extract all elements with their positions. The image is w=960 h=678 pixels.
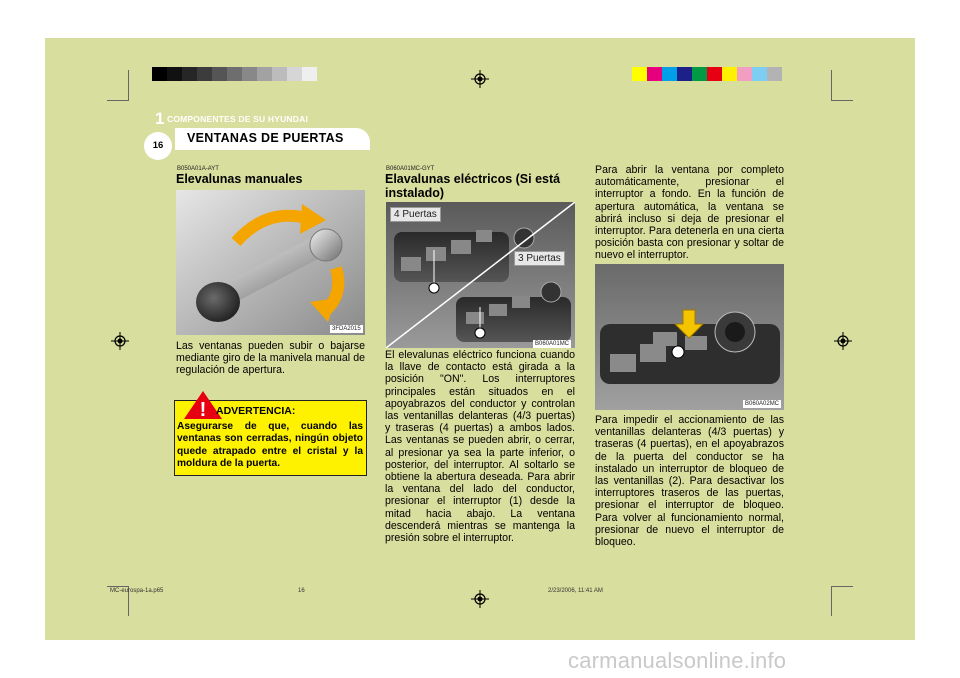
grayscale-calibration-bar <box>152 67 317 81</box>
warning-text: Asegurarse de que, cuando las ventanas son cerradas, ningún objeto quede atrapado entre el cristal y la moldura de la puerta. <box>177 421 363 469</box>
footer-page: 16 <box>298 588 305 594</box>
color-calibration-bar <box>632 67 782 81</box>
crop-mark <box>128 70 129 100</box>
registration-mark-icon <box>834 332 852 350</box>
section-code: B050A01A-AYT <box>177 166 219 172</box>
image-code: 3FDA2015 <box>332 326 361 332</box>
crop-mark <box>107 586 129 587</box>
crop-mark <box>831 70 832 100</box>
footer-timestamp: 2/23/2006, 11:41 AM <box>548 588 603 594</box>
three-door-label: 3 Puertas <box>514 251 565 266</box>
chapter-number: 1 <box>155 109 165 128</box>
page-number: 16 <box>152 140 164 151</box>
auto-down-text: Para abrir la ventana por completo automáticamente, presionar el interruptor a fondo. En la función de apertura automática, la ventana se abrirá incluso si deja de presionar el interruptor. Para detenerla en una cierta posición basta con presionar y soltar de nuevo el interruptor. <box>595 164 784 262</box>
warning-title: ADVERTENCIA: <box>216 405 296 417</box>
window-lock-switch-photo <box>595 264 784 410</box>
crop-mark <box>831 586 832 616</box>
four-door-label: 4 Puertas <box>390 207 441 222</box>
section-title: VENTANAS DE PUERTAS <box>187 131 344 145</box>
section-code: B060A01MC-GYT <box>386 166 435 172</box>
crop-mark <box>831 100 853 101</box>
image-code: B060A01MC <box>535 341 570 347</box>
window-crank-illustration <box>176 190 365 335</box>
svg-text:!: ! <box>199 399 207 420</box>
section-heading: Elevalunas manuales <box>176 172 303 186</box>
watermark: carmanualsonline.info <box>568 648 787 673</box>
crop-mark <box>107 100 129 101</box>
manual-crank-text: Las ventanas pueden subir o bajarse mediante giro de la manivela manual de regulación de apertura. <box>176 340 365 377</box>
crop-mark <box>831 586 853 587</box>
registration-mark-icon <box>111 332 129 350</box>
registration-mark-icon <box>471 590 489 608</box>
registration-mark-icon <box>471 70 489 88</box>
window-lock-text: Para impedir el accionamiento de las ventanillas delanteras (4/3 puertas) y traseras (4 puertas), en el apoyabrazos de la puerta del conductor se ha instalado un interruptor de bloqueo de las ventanillas (2). Para desactivar los interruptores traseros de las puertas, presionar el interruptor de bloqueo. Para volver al funcionamiento normal, presionar de nuevo el interruptor de bloqueo. <box>595 414 784 549</box>
chapter-title: COMPONENTES DE SU HYUNDAI <box>167 114 309 124</box>
power-window-switch-photo <box>386 202 575 348</box>
power-window-text: El elevalunas eléctrico funciona cuando la llave de contacto está girada a la posición "ON". Los interruptores principales están situados en el apoyabrazos del conductor y controlan las ventanillas delanteras (4/3 puertas) y traseras (4 puertas) a ambos lados. Las ventanas se pueden abrir, o cerrar, al presionar ya sea la parte inferior, o posterior, del interruptor. Al soltarlo se obtiene la abertura deseada. Para abrir la ventana del lado del conductor, presionar el interruptor (1) desde la mitad hacia abajo. La ventana descenderá mientras se mantenga la presión sobre el interruptor. <box>385 349 575 545</box>
footer-filename: MC-eurospa-1a.p65 <box>110 588 164 594</box>
section-heading: Elavalunas eléctricos (Si está instalado) <box>385 172 561 200</box>
image-code: B060A02MC <box>745 401 780 407</box>
